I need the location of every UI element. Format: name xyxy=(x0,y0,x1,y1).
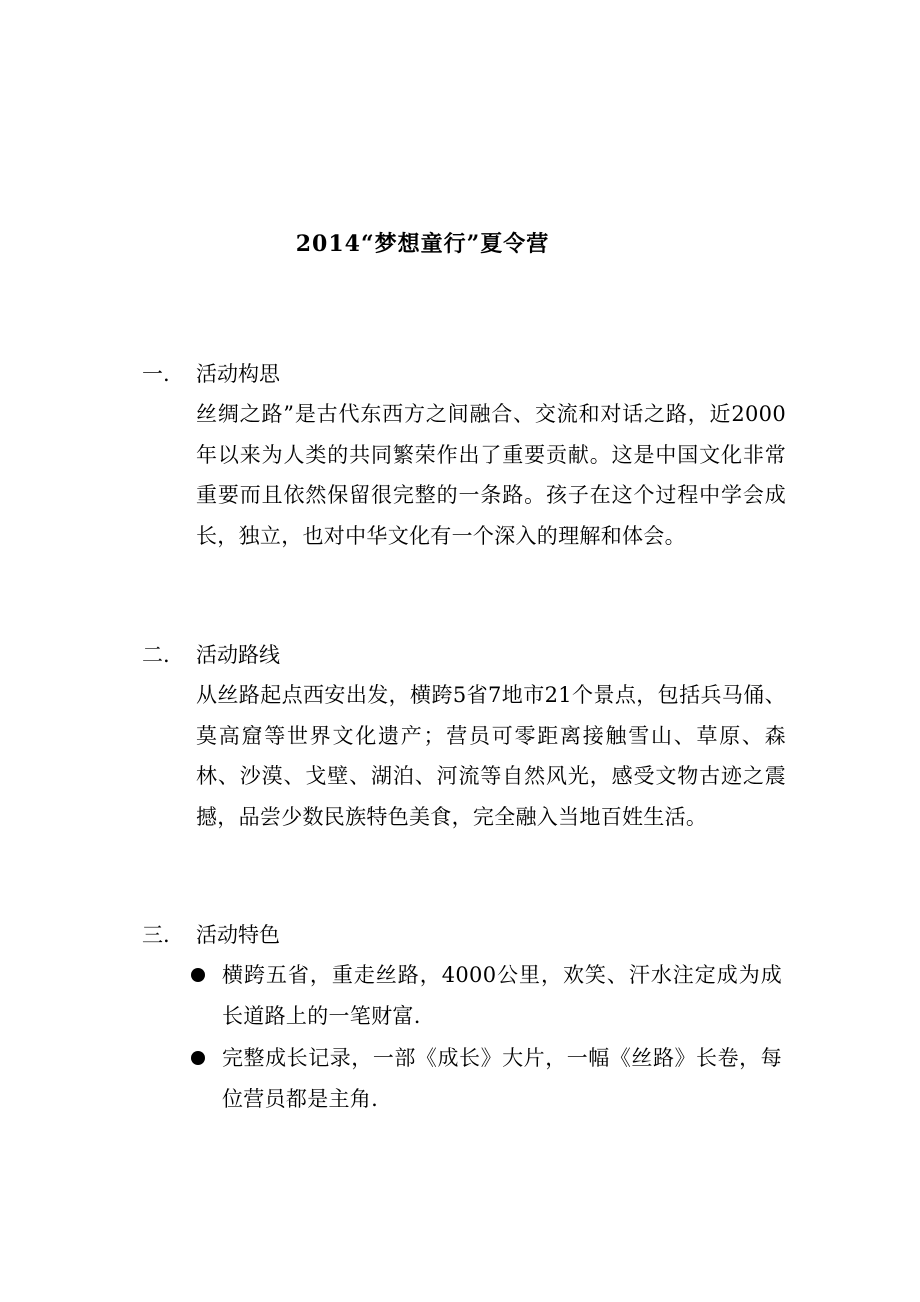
section-heading xyxy=(0,915,920,955)
section-number: 二. xyxy=(142,643,170,667)
section-body: 从丝路起点西安出发，横跨5省7地市21个景点，包括兵马俑、莫高窟等世界文化遗产；营员可零距离接触雪山、草原、森林、沙漠、戈壁、湖泊、河流等自然风光，感受文物古迹之震撼，品尝少数民族特色美食，完全融入当地百姓生活。 xyxy=(196,683,786,829)
section-activity-concept xyxy=(0,354,920,556)
section-label: 活动构思 xyxy=(196,362,280,386)
section-number: 三. xyxy=(142,923,170,947)
bullet-dot-icon xyxy=(191,968,205,982)
list-item xyxy=(222,1038,782,1119)
section-heading xyxy=(0,354,920,394)
section-number: 一. xyxy=(142,362,170,386)
section-activity-features xyxy=(0,915,920,1121)
feature-list xyxy=(0,955,920,1119)
list-item xyxy=(222,955,782,1036)
section-label: 活动路线 xyxy=(196,643,280,667)
bullet-dot-icon xyxy=(191,1051,205,1065)
document-title: 2014“梦想童行”夏令营 xyxy=(295,231,550,257)
section-label: 活动特色 xyxy=(196,923,280,947)
list-item-text: 横跨五省，重走丝路，4000公里，欢笑、汗水注定成为成长道路上的一笔财富. xyxy=(222,963,782,1028)
section-activity-route xyxy=(0,635,920,837)
section-body: 丝绸之路”是古代东西方之间融合、交流和对话之路，近2000年以来为人类的共同繁荣作出了重要贡献。这是中国文化非常重要而且依然保留很完整的一条路。孩子在这个过程中学会成长，独立，也对中华文化有一个深入的理解和体会。 xyxy=(196,402,786,548)
list-item-text: 完整成长记录，一部《成长》大片，一幅《丝路》长卷，每位营员都是主角. xyxy=(222,1046,782,1111)
section-heading xyxy=(0,635,920,675)
